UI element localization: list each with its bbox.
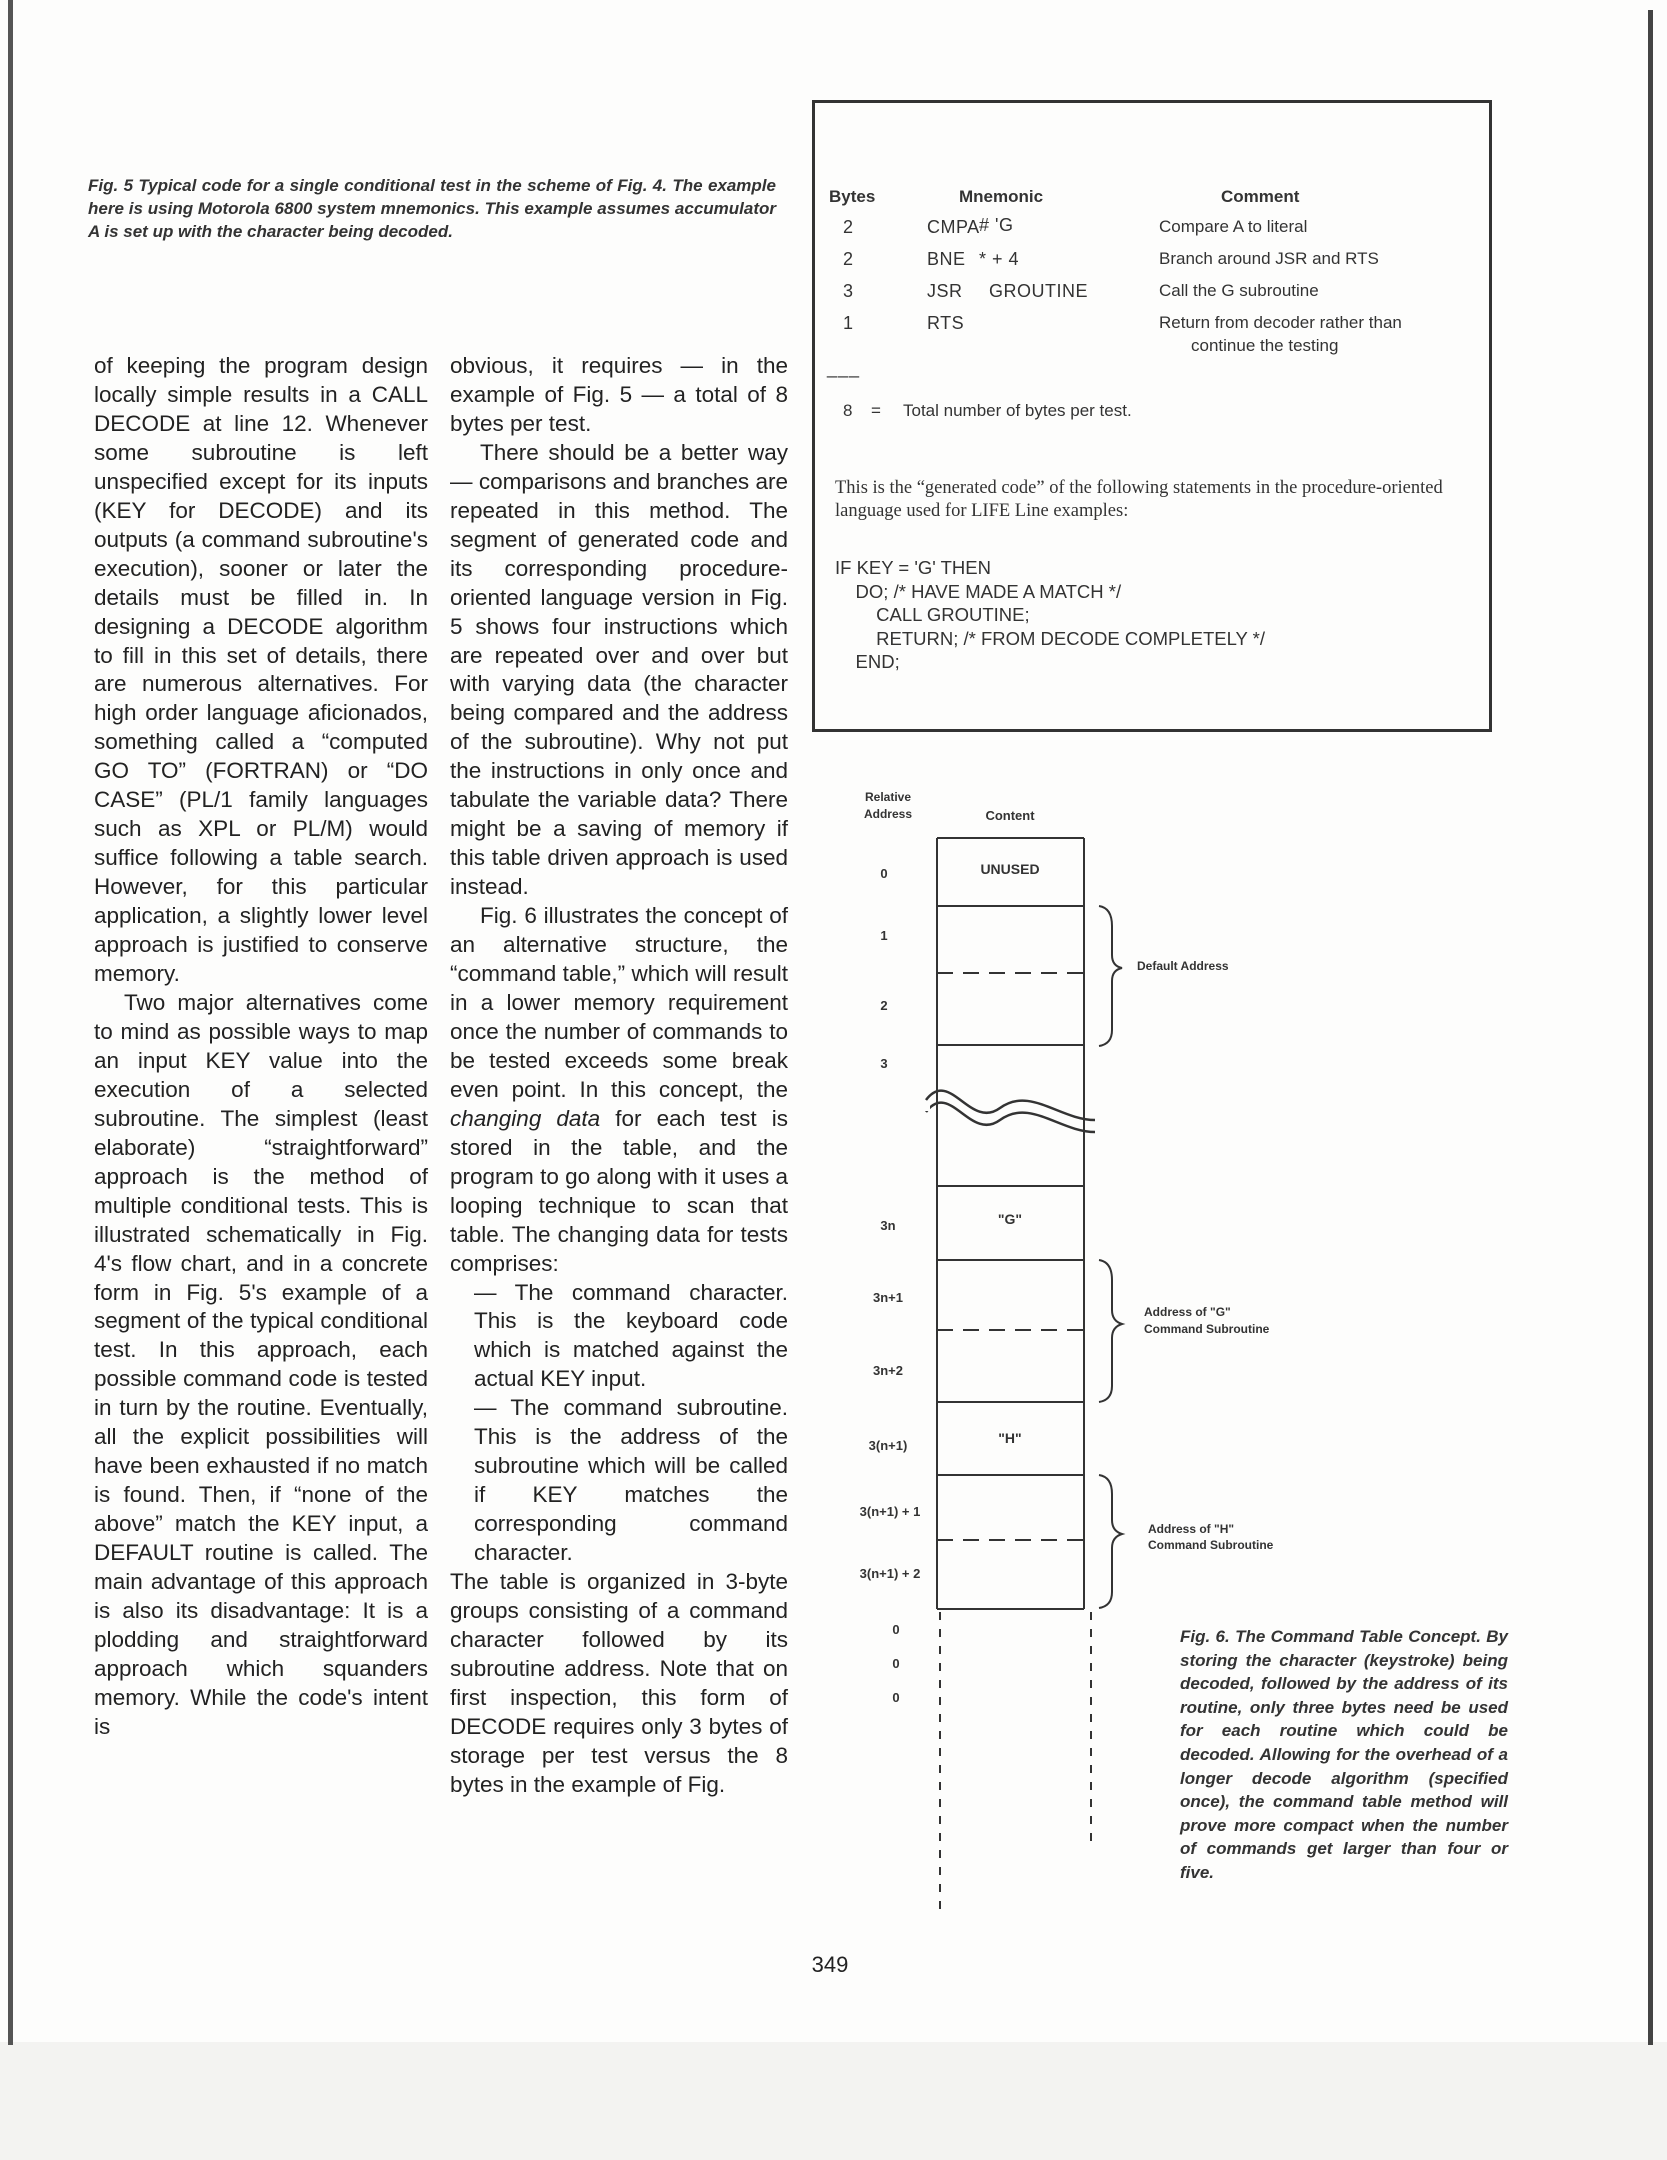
col1-paragraph-2: Two major alternatives come to mind as possible ways to map an input KEY value into the execution of a selected subroutine. The simplest (least elaborate) “straightforward” approach is the method of multiple conditional tests. This is illustrated schematically in Fig. 4's flow chart, and in a concrete form in Fig. 5's example of a segment of the typical conditional test. In this approach, each possible command code is tested in turn by the routine. Eventually, all the explicit possibilities will have been exhausted if no match is found. Then, if “none of the above” match the KEY input, a DEFAULT routine is called. The main advantage of this approach is also its disadvantage: It is a plodding and straightforward approach which squanders memory. While the code's intent is xyxy=(94,989,428,1739)
row4-bytes: 1 xyxy=(843,313,854,333)
code-line: CALL GROUTINE; xyxy=(835,604,1030,625)
content-header: Content xyxy=(985,808,1035,823)
row2-comment: Branch around JSR and RTS xyxy=(1159,249,1379,268)
row4-op: RTS xyxy=(927,313,965,333)
page-number: 349 xyxy=(811,1952,849,1977)
address-label: 2 xyxy=(880,998,888,1013)
address-header-line1: Relative xyxy=(864,790,912,804)
col2-paragraph-3: Fig. 6 illustrates the concept of an alternative structure, the “command table,” which will result in a lower memory requirement once the number of commands to be tested exceeds some break even point. In this concept, the changing data for each test is stored in the table, and the program to go along with it uses a looping technique to scan that table. The changing data for tests comprises: xyxy=(450,903,788,1276)
address-label: 3(n+1) + 1 xyxy=(859,1504,921,1519)
row3-op: JSR xyxy=(927,281,963,301)
relative-address-labels xyxy=(860,866,921,1705)
code-line: DO; /* HAVE MADE A MATCH */ xyxy=(835,580,1122,602)
row3-comment: Call the G subroutine xyxy=(1159,281,1319,300)
row1-bytes: 2 xyxy=(843,217,854,237)
row3-bytes: 3 xyxy=(843,281,854,301)
address-label: 3 xyxy=(880,1056,888,1071)
row1-operand: # 'G xyxy=(979,215,1014,235)
header-bytes: Bytes xyxy=(829,187,876,206)
address-label: 3(n+1) + 2 xyxy=(859,1566,921,1581)
col2-paragraph-2: There should be a better way — comparisons and branches are repeated in this method. The segment of generated code and its corresponding procedure-oriented language version in Fig. 5 shows four instructions which are repeated over and over but with varying data (the character being compared and the address of the subroutine). Why not put the instructions in only once and tabulate the variable data? There might be a saving of memory if this table driven approach is used instead. xyxy=(450,439,788,900)
col2-item-command-character: — The command character. This is the keyboard code which is matched against the actual KEY input. xyxy=(474,1279,788,1392)
address-label: 0 xyxy=(892,1656,900,1671)
row2-bytes: 2 xyxy=(843,249,854,269)
byte-split-dashes xyxy=(937,973,1084,1540)
row1-comment: Compare A to literal xyxy=(1159,217,1308,236)
col2-paragraph-4: The table is organized in 3-byte groups consisting of a command character followed by its subroutine address. Note that on first inspection, this form of DECODE requires only 3 bytes of storage per test versus the 8 bytes in the example of Fig. xyxy=(450,1569,788,1797)
label-default-address: Default Address xyxy=(1137,959,1229,973)
continuation-dashes xyxy=(940,1612,1091,1912)
code-line: IF KEY = 'G' THEN xyxy=(835,557,991,578)
cell-h: "H" xyxy=(998,1430,1022,1446)
col2-paragraph-1: obvious, it requires — in the example of Fig. 5 — a total of 8 bytes per test. xyxy=(450,353,788,436)
code-line: RETURN; /* FROM DECODE COMPLETELY */ xyxy=(835,627,1266,649)
header-comment: Comment xyxy=(1221,187,1300,206)
total-equals: = xyxy=(871,401,881,420)
generated-code-note: This is the “generated code” of the following statements in the procedure-oriented language used for LIFE Line examples: xyxy=(835,478,1443,521)
table-break-squiggle xyxy=(926,1091,1095,1132)
fig5-caption: Fig. 5 Typical code for a single conditional test in the scheme of Fig. 4. The example here is using Motorola 6800 system mnemonics. This example assumes accumulator A is set up with the character being decoded. xyxy=(88,176,776,241)
address-header-line2: Address xyxy=(863,807,913,821)
row2-operand: * + 4 xyxy=(979,249,1020,269)
row2-op: BNE xyxy=(927,249,966,269)
address-label: 0 xyxy=(892,1622,900,1637)
label-g-address-line2: Command Subroutine xyxy=(1144,1322,1270,1336)
cell-unused: UNUSED xyxy=(980,861,1040,877)
header-mnemonic: Mnemonic xyxy=(959,187,1044,206)
row3-operand: GROUTINE xyxy=(989,281,1089,301)
row4-comment-cont: continue the testing xyxy=(1191,336,1339,355)
col1-paragraph-1: of keeping the program design locally simple results in a CALL DECODE at line 12. Whenever some subroutine is left unspecified except for its inputs (KEY for DECODE) and its outputs (a command subroutine's execution), sooner or later the details must be filled in. In designing a DECODE algorithm to fill in this set of details, there are numerous alternatives. For high order language aficionados, something called a “computed GO TO” (FORTRAN) or “DO CASE” (PL/1 family languages such as XPL or PL/M) would suffice following a table search. However, for this particular application, a slightly lower level approach is justified to conserve memory. xyxy=(94,353,428,987)
total-text: Total number of bytes per test. xyxy=(903,401,1132,420)
code-line: END; xyxy=(835,651,900,672)
address-label: 1 xyxy=(880,928,888,943)
cell-g: "G" xyxy=(997,1211,1023,1227)
address-label: 3n+2 xyxy=(873,1363,903,1378)
col2-item-command-subroutine: — The command subroutine. This is the address of the subroutine which will be called if KEY matches the corresponding command character. xyxy=(474,1395,788,1566)
total-value: 8 xyxy=(843,401,853,420)
label-h-address-line2: Command Subroutine xyxy=(1148,1538,1274,1552)
label-g-address-line1: Address of "G" xyxy=(1144,1305,1231,1319)
sum-rule: ___ xyxy=(827,358,861,378)
fig6-caption: Fig. 6. The Command Table Concept. By storing the character (keystroke) being decoded, followed by the address of its routine, only three bytes need be used for each routine which could be decoded. Allowing for the overhead of a longer decode algorithm (specified once), the command table method will prove more compact when the number of commands get larger than four or five. xyxy=(1180,1627,1508,1882)
row1-op: CMPA xyxy=(927,217,980,237)
address-label: 3n xyxy=(880,1218,896,1233)
address-label: 3(n+1) xyxy=(868,1438,908,1453)
address-label: 0 xyxy=(880,866,888,881)
address-label: 0 xyxy=(892,1690,900,1705)
address-label: 3n+1 xyxy=(873,1290,903,1305)
address-braces xyxy=(1099,906,1122,1608)
row4-comment: Return from decoder rather than xyxy=(1159,313,1402,332)
label-h-address-line1: Address of "H" xyxy=(1148,1522,1235,1536)
